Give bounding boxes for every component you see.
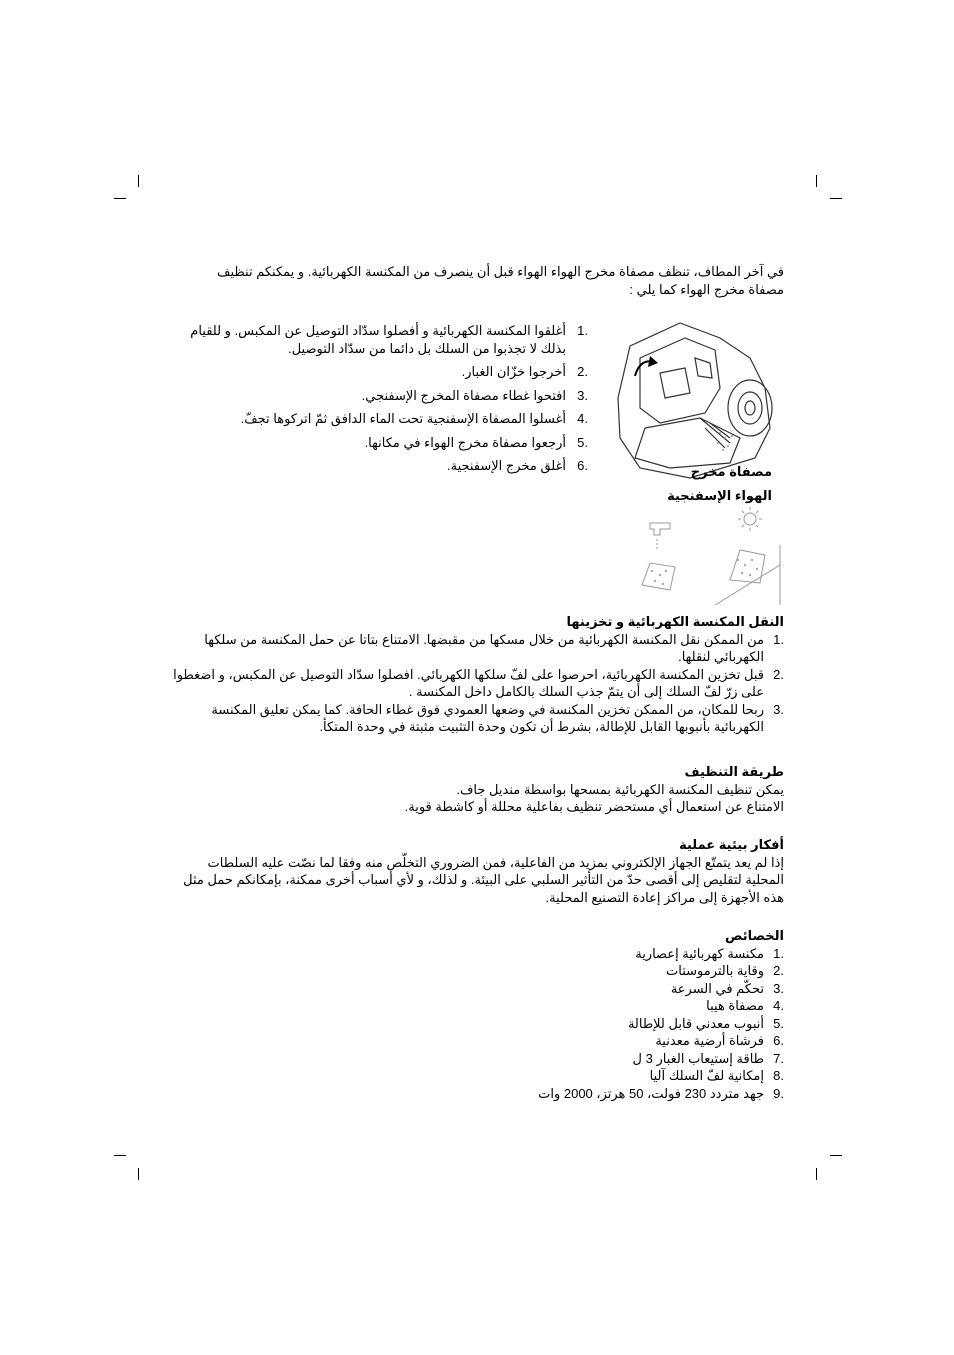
- filter-washing-illustration: [630, 505, 785, 605]
- list-item: [170, 457, 588, 475]
- filter-cleaning-steps: [170, 322, 588, 481]
- list-item: [170, 962, 784, 980]
- sun-icon: [744, 513, 756, 525]
- item-text: أرجعوا مصفاة مخرج الهواء في مكانها.: [364, 434, 566, 450]
- crop-mark: [816, 1168, 817, 1180]
- list-item: [170, 1032, 784, 1050]
- features-section: [170, 927, 784, 1102]
- item-text: من الممكن نقل المكنسة الكهربائية من خلال مسكها من مقبضها. الامتناع بتاتا عن حمل المكنسة من سلكها الكهربائي لنقلها.: [204, 631, 764, 664]
- crop-mark: [830, 1155, 842, 1156]
- item-number: .1: [773, 631, 784, 647]
- list-item: [170, 363, 588, 381]
- crop-mark: [114, 198, 126, 199]
- item-number: .1: [773, 945, 784, 961]
- item-number: .6: [577, 458, 588, 473]
- list-item: [170, 1067, 784, 1085]
- figure-label-line2: الهواء الإسفنجية: [667, 488, 772, 503]
- list-item: [170, 1015, 784, 1033]
- item-text: قبل تخزين المكنسة الكهربائية، احرصوا على لفّ سلكها الكهربائي. افصلوا سدّاد التوصيل عن المكبس، و اضغطوا على زرّ لفّ السلك إلى أن يتمّ جذب السلك بالكامل داخل المكنسة .: [173, 666, 764, 699]
- item-text: إمكانية لفّ السلك آليا: [649, 1068, 764, 1083]
- item-number: .4: [577, 411, 588, 426]
- list-item: [170, 322, 588, 357]
- figure-label: [640, 460, 772, 508]
- list-item: [170, 980, 784, 998]
- item-number: .3: [773, 980, 784, 996]
- list-item: [170, 1085, 784, 1103]
- faucet-icon: [650, 523, 670, 535]
- list-item: [170, 997, 784, 1015]
- item-text: جهد متردد 230 فولت، 50 هرتز، 2000 وات: [538, 1085, 764, 1101]
- item-text: وقاية بالترموستات: [666, 963, 764, 978]
- section-heading: طريقة التنظيف: [684, 764, 784, 779]
- paragraph: الامتناع عن استعمال أي مستحضر تنظيف بفاعلية محللة أو كاشطة قوية.: [404, 799, 784, 814]
- paragraph: إذا لم يعد يتمتّع الجهاز الإلكتروني بمزيد من الفاعلية، فمن الضروري التخلّص منه وفقا لما نصّت عليه السلطات المحلية لتقليص إلى أقصى حدّ من التأثير السلبي على البيئة. و لذلك، و لأي أسباب أخرى ممكنة، بإمكانكم حمل مثل هذه الأجهزة إلى مراكز إعادة التصنيع المحلية.: [183, 854, 784, 905]
- item-text: أنبوب معدني قابل للإطالة: [627, 1015, 764, 1031]
- list-item: [170, 701, 784, 736]
- list-item: [170, 666, 784, 701]
- crop-mark: [114, 1155, 126, 1156]
- section-heading: أفكار بيئية عملية: [679, 837, 784, 852]
- paragraph: يمكن تنظيف المكنسة الكهربائية بمسحها بواسطة منديل جاف.: [456, 781, 784, 797]
- intro-paragraph: في آخر المطاف، تنظف مصفاة مخرج الهواء الهواء قبل أن ينصرف من المكنسة الكهربائية. و يمكنكم تنظيف مصفاة مخرج الهواء كما يلي :: [217, 264, 784, 297]
- item-text: مصفاة هيبا: [706, 998, 764, 1013]
- item-number: .5: [577, 434, 588, 450]
- item-number: .1: [577, 323, 588, 338]
- item-text: ربحا للمكان، من الممكن تخزين المكنسة في وضعها العمودي فوق غطاء الحافة. كما يمكن تعليق المكنسة الكهربائية بأنبوبها القابل للإطالة، بشرط أن تكون وحدة التثبيت مثبتة في وحدة المتكأ.: [211, 701, 764, 734]
- item-text: فرشاة أرضية معدنية: [655, 1033, 764, 1048]
- crop-mark: [138, 1168, 139, 1180]
- item-text: طاقة إستيعاب الغبار 3 ل: [632, 1050, 764, 1066]
- item-number: .3: [773, 701, 784, 717]
- figure-label-line1: مصفاة مخرج: [690, 464, 772, 479]
- list-item: [170, 410, 588, 428]
- item-text: أغسلوا المصفاة الإسفنجية تحت الماء الدافق ثمّ اتركوها تجفّ.: [240, 411, 566, 426]
- item-text: افتحوا غطاء مصفاة المخرج الإسفنجي.: [361, 387, 566, 403]
- section-heading: النقل المكنسة الكهربائية و تخزينها: [566, 614, 784, 629]
- item-number: .5: [773, 1015, 784, 1031]
- item-number: .7: [773, 1050, 784, 1066]
- environment-section: [170, 836, 784, 906]
- item-number: .9: [773, 1085, 784, 1101]
- features-list: [170, 945, 784, 1103]
- list-item: [170, 434, 588, 452]
- list-item: [170, 387, 588, 405]
- item-text: أغلقوا المكنسة الكهربائية و أفصلوا سدّاد التوصيل عن المكبس. و للقيام بذلك لا تجذبوا من السلك بل دائما من سدّاد التوصيل.: [190, 323, 566, 356]
- list-item: [170, 945, 784, 963]
- item-number: .3: [577, 387, 588, 403]
- item-text: تحكّم في السرعة: [670, 980, 764, 996]
- crop-mark: [816, 175, 817, 187]
- item-number: .2: [773, 963, 784, 978]
- item-text: مكنسة كهربائية إعصارية: [635, 945, 764, 961]
- transport-section: [170, 613, 784, 736]
- item-number: .4: [773, 998, 784, 1013]
- transport-list: [170, 631, 784, 736]
- item-number: .2: [577, 364, 588, 379]
- cleaning-section: [170, 763, 784, 816]
- item-text: أغلق مخرج الإسفنجية.: [446, 458, 566, 473]
- item-number: .6: [773, 1033, 784, 1048]
- crop-mark: [830, 198, 842, 199]
- item-text: أخرجوا خزّان الغبار.: [461, 364, 566, 379]
- list-item: [170, 631, 784, 666]
- sponge-filter-icon: [730, 550, 765, 583]
- item-number: .2: [773, 666, 784, 682]
- crop-mark: [138, 175, 139, 187]
- section-heading: الخصائص: [724, 928, 784, 943]
- item-number: .8: [773, 1068, 784, 1083]
- list-item: [170, 1050, 784, 1068]
